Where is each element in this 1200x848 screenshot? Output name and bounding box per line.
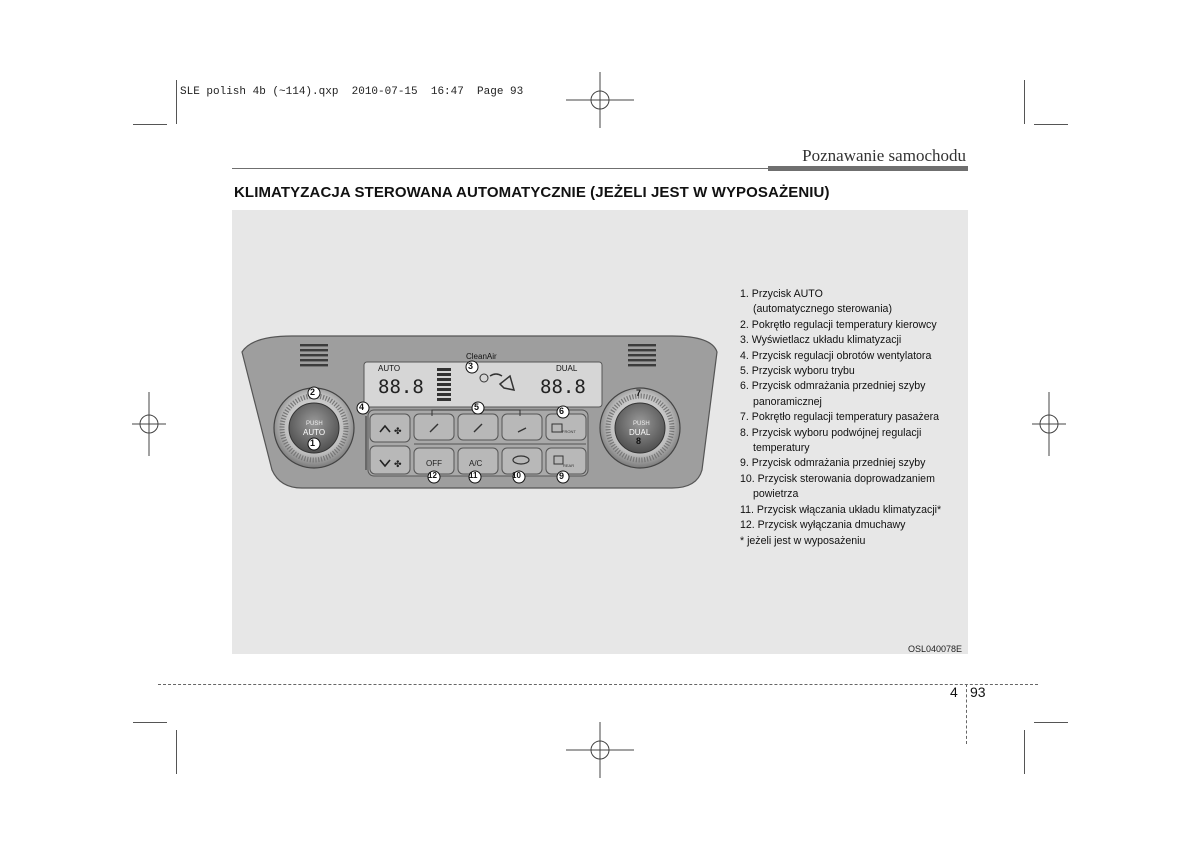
legend-item-cont: powietrza xyxy=(753,488,799,501)
legend-item: 4. Przycisk regulacji obrotów wentylatora xyxy=(740,349,932,362)
crop-mark xyxy=(1024,80,1025,124)
right-knob-push: PUSH xyxy=(633,421,650,427)
callout-1: 1 xyxy=(310,438,316,448)
print-slug: SLE polish 4b (~114).qxp 2010-07-15 16:47 Page 93 xyxy=(180,86,524,98)
figure-legend xyxy=(740,287,968,549)
legend-item: 2. Pokrętło regulacji temperatury kierowcy xyxy=(740,318,937,331)
page-number: 93 xyxy=(970,684,986,700)
crop-mark xyxy=(1034,124,1068,125)
left-knob-label: AUTO xyxy=(303,428,326,437)
legend-item: 10. Przycisk sterowania doprowadzaniem xyxy=(740,472,935,485)
page-number-separator xyxy=(966,684,968,744)
left-knob-push: PUSH xyxy=(306,421,323,427)
display-temp-right: 88.8 xyxy=(540,376,586,398)
callout-5: 5 xyxy=(474,402,480,412)
callout-8: 8 xyxy=(636,436,642,446)
crop-mark xyxy=(1034,722,1068,723)
right-knob-label: DUAL xyxy=(629,428,651,437)
legend-footnote: * jeżeli jest w wyposażeniu xyxy=(740,534,866,547)
footer-rule xyxy=(158,684,1038,685)
registration-mark-bottom xyxy=(566,722,634,778)
crop-mark xyxy=(1024,730,1025,774)
registration-mark-left xyxy=(132,392,166,456)
crop-mark xyxy=(133,722,167,723)
header-rule-thick xyxy=(768,166,968,171)
display-temp-left: 88.8 xyxy=(378,376,424,398)
callout-2: 2 xyxy=(310,387,316,397)
registration-mark-top xyxy=(566,72,634,128)
display-mode-right: DUAL xyxy=(556,364,578,373)
legend-item: 12. Przycisk wyłączania dmuchawy xyxy=(740,519,906,532)
legend-item: 7. Pokrętło regulacji temperatury pasażera xyxy=(740,411,940,424)
legend-item: 1. Przycisk AUTO xyxy=(740,288,823,300)
page-title: KLIMATYZACJA STEROWANA AUTOMATYCZNIE (JEŻELI JEST W WYPOSAŻENIU) xyxy=(234,184,830,201)
legend-item: 5. Przycisk wyboru trybu xyxy=(740,365,855,378)
callout-10: 10 xyxy=(512,471,521,480)
legend-item: 9. Przycisk odmrażania przedniej szyby xyxy=(740,457,926,470)
callout-4: 4 xyxy=(359,402,365,412)
callout-6: 6 xyxy=(559,406,565,416)
figure-code: OSL040078E xyxy=(908,644,963,654)
header-rule xyxy=(232,168,832,169)
callout-11: 11 xyxy=(469,471,478,480)
callout-9: 9 xyxy=(559,471,565,481)
page-chapter: 4 xyxy=(950,684,958,700)
legend-item: 11. Przycisk włączania układu klimatyzacji* xyxy=(740,503,942,516)
crop-mark xyxy=(176,730,177,774)
crop-mark xyxy=(176,80,177,124)
section-header: Poznawanie samochodu xyxy=(802,146,966,165)
fan-icon-top: ✤ xyxy=(394,426,402,436)
display-mode-left: AUTO xyxy=(378,364,401,373)
crop-mark xyxy=(133,124,167,125)
legend-item: 3. Wyświetlacz układu klimatyzacji xyxy=(740,334,902,347)
legend-item: 8. Przycisk wyboru podwójnej regulacji xyxy=(740,426,922,439)
rear-button-label: REAR xyxy=(563,463,575,468)
off-button-label: OFF xyxy=(426,459,442,468)
legend-item-cont: panoramicznej xyxy=(753,395,822,408)
callout-3: 3 xyxy=(468,361,474,371)
legend-item: 6. Przycisk odmrażania przedniej szyby xyxy=(740,380,926,393)
callout-markers xyxy=(232,210,632,500)
ac-button-label: A/C xyxy=(469,459,483,468)
front-button-label: FRONT xyxy=(562,429,576,434)
display-brand: CleanAir xyxy=(466,352,497,361)
fan-icon-bottom: ✤ xyxy=(394,459,402,469)
legend-item-cont: (automatycznego sterowania) xyxy=(753,303,892,316)
legend-item-cont: temperatury xyxy=(753,442,810,455)
registration-mark-right xyxy=(1032,392,1066,456)
callout-7: 7 xyxy=(636,388,642,398)
callout-12: 12 xyxy=(428,471,437,480)
